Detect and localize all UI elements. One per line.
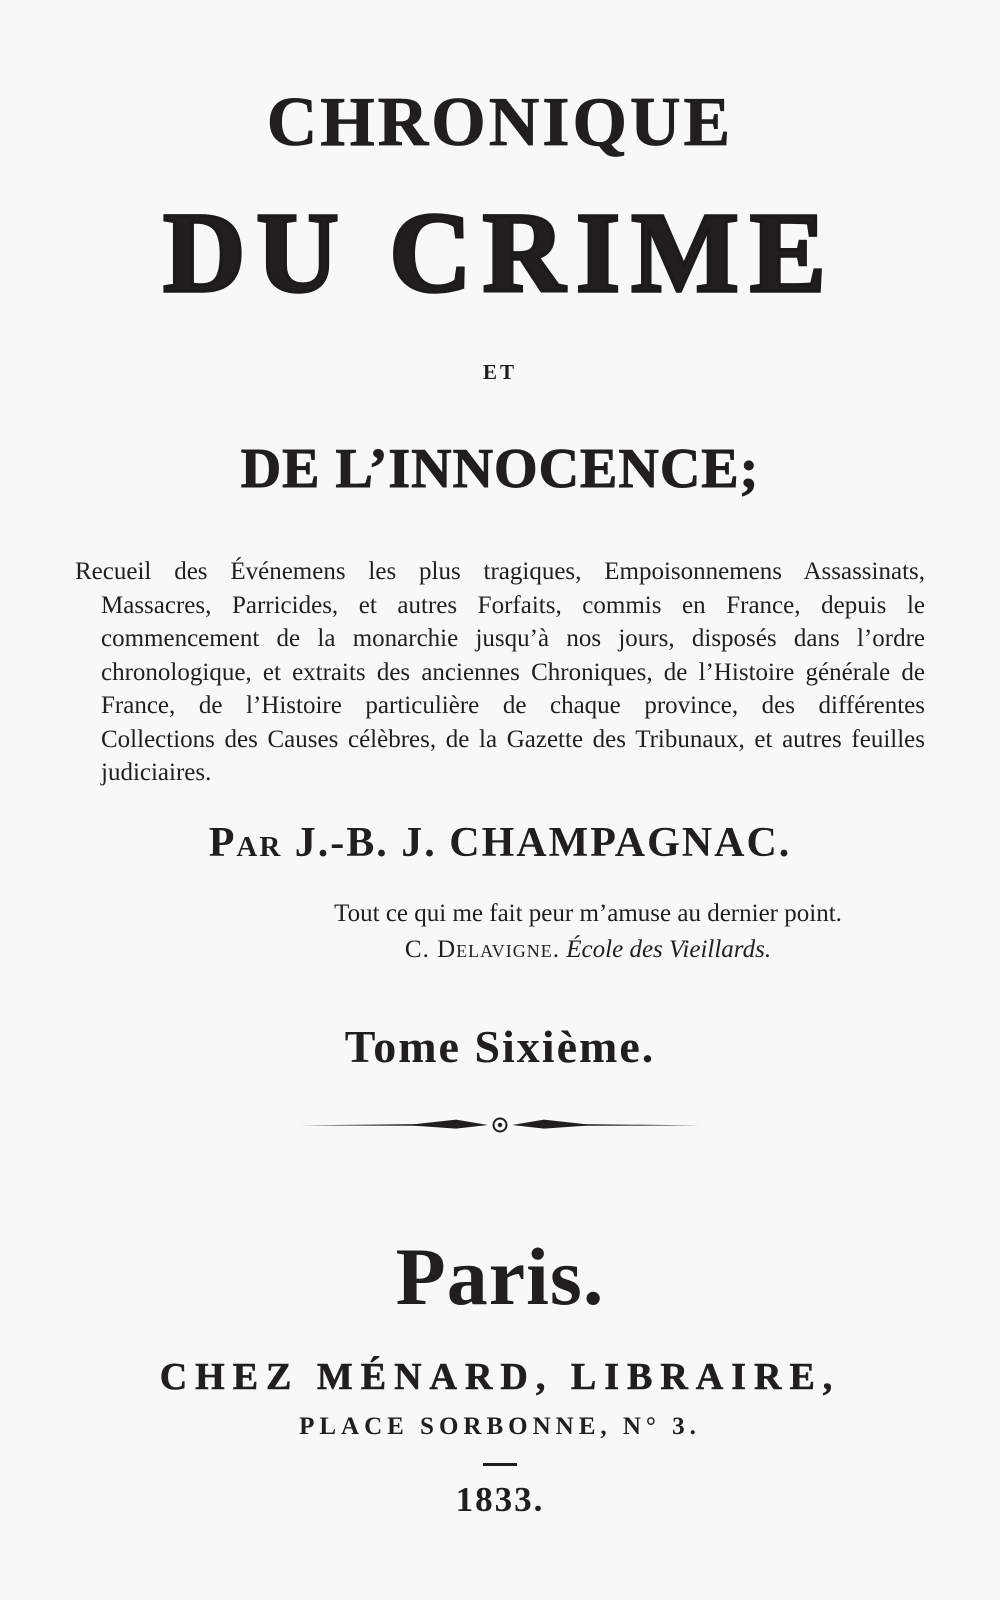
title-line-innocence: DE L’INNOCENCE;: [240, 438, 760, 500]
divider-ornament: [300, 1110, 700, 1140]
imprint-city: Paris.: [395, 1231, 605, 1323]
epigraph-attribution: C. Delavigne.: [404, 935, 561, 963]
volume-label: Tome Sixième.: [344, 1021, 656, 1073]
subtitle-paragraph: Recueil des Événemens les plus tragiques, Empoisonnemens Assassinats, Massacres, Parricides, et autres Forfaits, commis en France, depuis le commencement de la monarchie jusqu’à nos jours, disposés dans l’ordre chronologique, et extraits des anciennes Chroniques, de l’Histoire générale de France, de l’Histoire particulière de chaque province, des différentes Collections des Causes célèbres, de la Gazette des Tribunaux, et autres feuilles judiciaires.: [75, 558, 925, 786]
epigraph-work-title: École des Vieillards.: [566, 935, 772, 963]
author-line: [0, 820, 1000, 866]
imprint-address: PLACE SORBONNE, N° 3.: [299, 1413, 701, 1441]
epigraph-attribution-line: [88, 932, 1000, 968]
imprint-rule: [483, 1463, 517, 1466]
title-connector-et: ET: [482, 360, 517, 384]
title-line-du-crime: DU CRIME: [163, 189, 837, 316]
author-prefix: Par: [208, 819, 283, 866]
author-name: J.-B. J. CHAMPAGNAC.: [294, 819, 792, 866]
imprint-publisher: CHEZ MÉNARD, LIBRAIRE,: [159, 1356, 841, 1399]
epigraph-quote: Tout ce qui me fait peur m’amuse au dernier point.: [334, 899, 842, 927]
imprint-year: 1833.: [455, 1480, 545, 1520]
epigraph: [88, 896, 1000, 969]
title-line-chronique: CHRONIQUE: [266, 84, 734, 161]
